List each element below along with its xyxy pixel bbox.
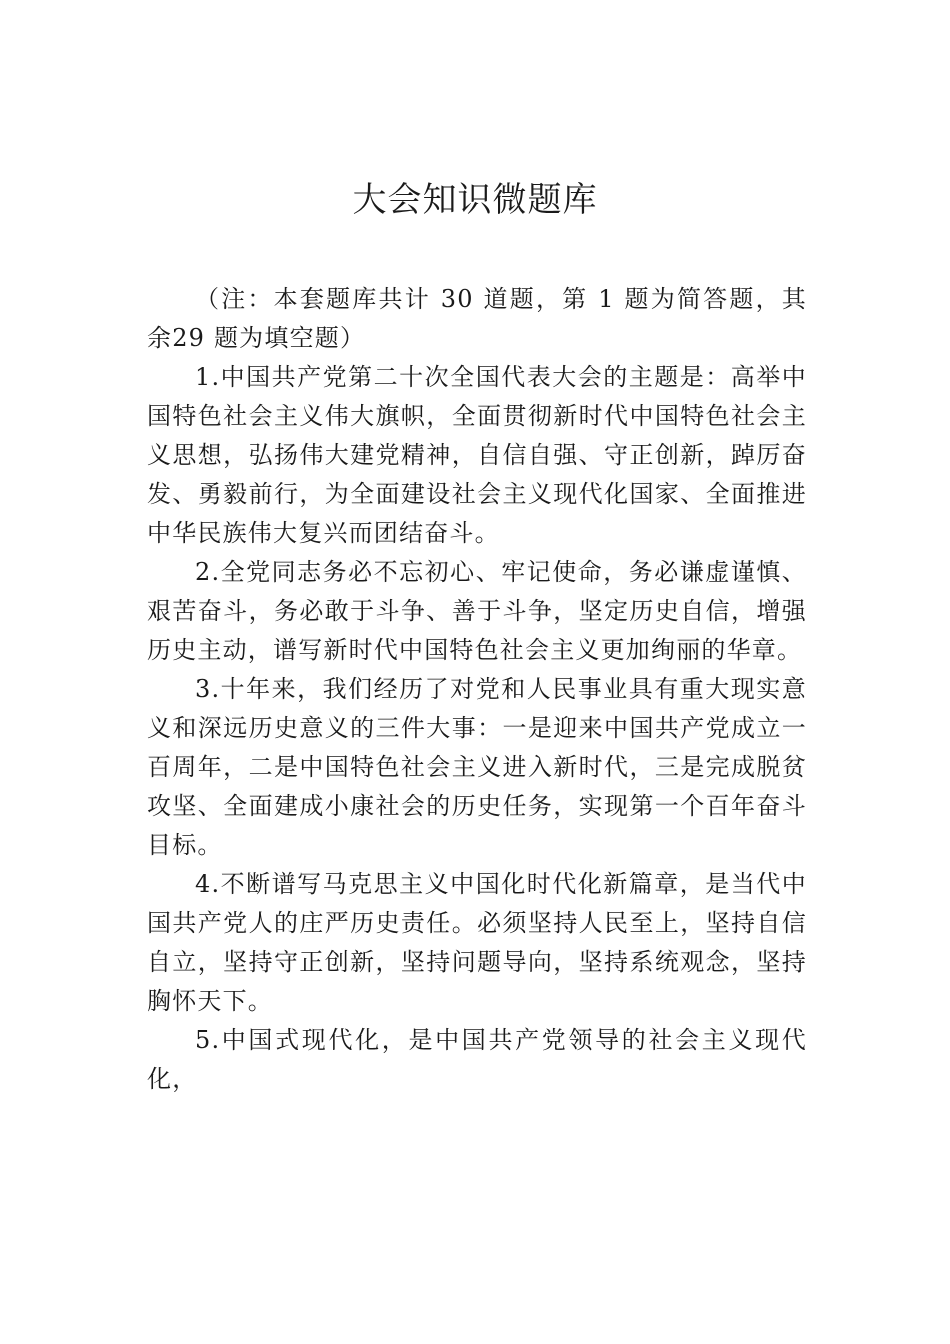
question-item-4: 4.不断谱写马克思主义中国化时代化新篇章，是当代中国共产党人的庄严历史责任。必须坚持人民至上，坚持自信自立，坚持守正创新，坚持问题导向，坚持系统观念，坚持胸怀天下。 xyxy=(147,870,807,1015)
question-item-3: 3.十年来，我们经历了对党和人民事业具有重大现实意义和深远历史意义的三件大事：一是迎来中国共产党成立一百周年，二是中国特色社会主义进入新时代，三是完成脱贫攻坚、全面建成小康社会的历史任务，实现第一个百年奋斗目标。 xyxy=(147,675,807,859)
document-title: 大会知识微题库 xyxy=(352,180,598,220)
document-body xyxy=(147,280,807,1099)
note-paragraph: （注：本套题库共计 30 道题，第 1 题为简答题，其余29 题为填空题） xyxy=(147,285,807,352)
question-item-5: 5.中国式现代化，是中国共产党领导的社会主义现代化， xyxy=(147,1026,807,1093)
question-item-1: 1.中国共产党第二十次全国代表大会的主题是：高举中国特色社会主义伟大旗帜，全面贯彻新时代中国特色社会主义思想，弘扬伟大建党精神，自信自强、守正创新，踔厉奋发、勇毅前行，为全面建设社会主义现代化国家、全面推进中华民族伟大复兴而团结奋斗。 xyxy=(147,363,807,547)
question-item-2: 2.全党同志务必不忘初心、牢记使命，务必谦虚谨慎、艰苦奋斗，务必敢于斗争、善于斗争，坚定历史自信，增强历史主动，谱写新时代中国特色社会主义更加绚丽的华章。 xyxy=(147,558,807,664)
